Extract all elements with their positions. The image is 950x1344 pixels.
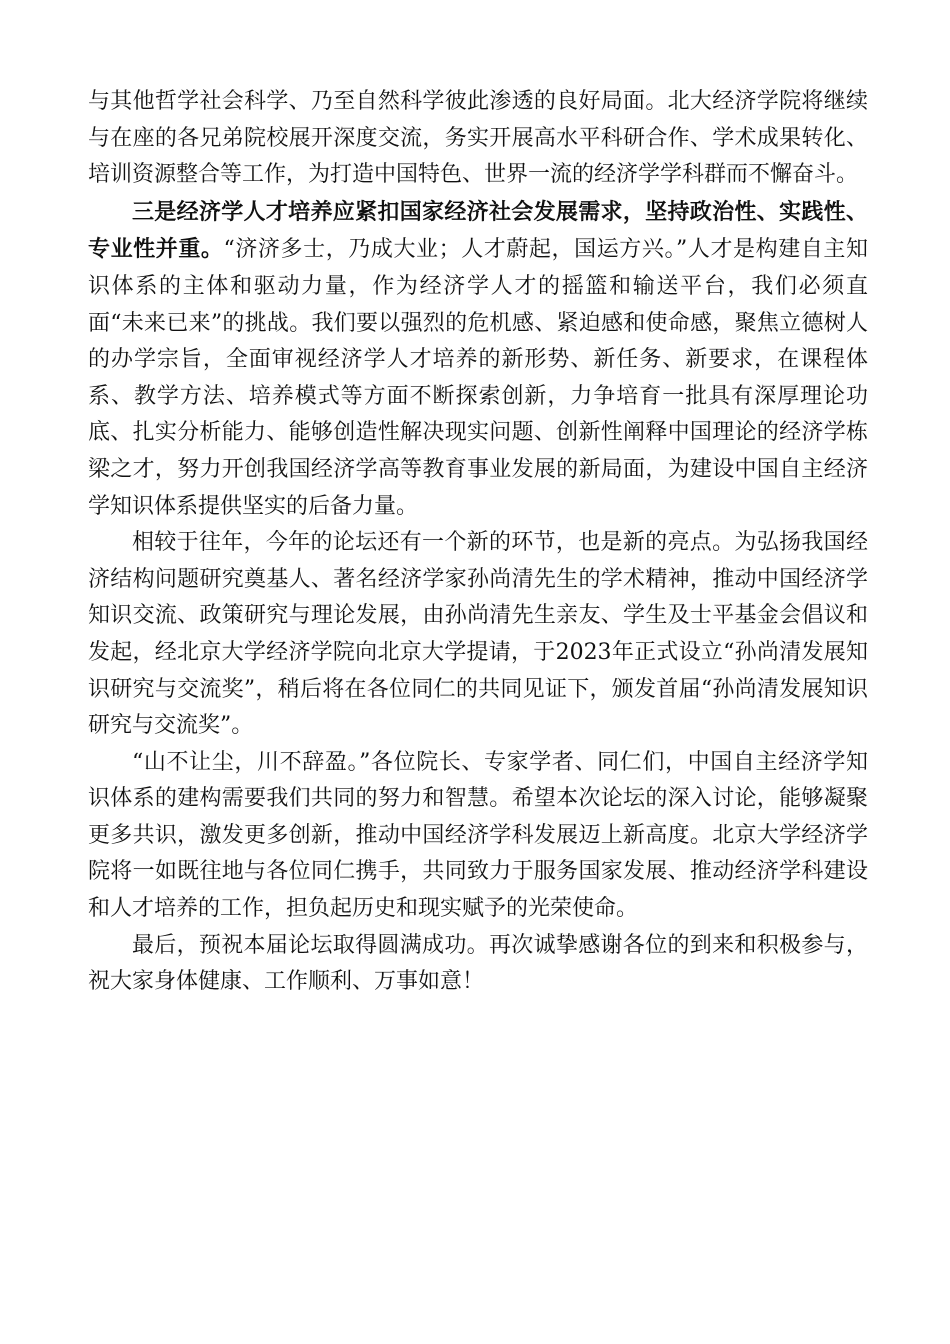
paragraph-1-text: 与其他哲学社会科学、乃至自然科学彼此渗透的良好局面。北大经济学院将继续与在座的各兄弟院校展开深度交流，务实开展高水平科研合作、学术成果转化、培训资源整合等工作，为打造中国特色、世界一流的经济学学科群而不懈奋斗。 [88, 89, 868, 188]
paragraph-1 [88, 84, 868, 194]
paragraph-3 [88, 525, 868, 745]
paragraph-3-text: 相较于往年，今年的论坛还有一个新的环节，也是新的亮点。为弘扬我国经济结构问题研究奠基人、著名经济学家孙尚清先生的学术精神，推动中国经济学知识交流、政策研究与理论发展，由孙尚清先生亲友、学生及士平基金会倡议和发起，经北京大学经济学院向北京大学提请，于2023年正式设立“孙尚清发展知识研究与交流奖”，稍后将在各位同仁的共同见证下，颁发首届“孙尚清发展知识研究与交流奖”。 [88, 530, 868, 739]
paragraph-4-text: “山不让尘，川不辞盈。”各位院长、专家学者、同仁们，中国自主经济学知识体系的建构需要我们共同的努力和智慧。希望本次论坛的深入讨论，能够凝聚更多共识，激发更多创新，推动中国经济学科发展迈上新高度。北京大学经济学院将一如既往地与各位同仁携手，共同致力于服务国家发展、推动经济学科建设和人才培养的工作，担负起历史和现实赋予的光荣使命。 [88, 749, 868, 922]
paragraph-2-bold-lead: 三是经济学人才培养应紧扣国家经济社会发展需求，坚持政治性、实践性、专业性并重。 [88, 198, 868, 263]
paragraph-2 [88, 194, 868, 525]
paragraph-2-text: “济济多士，乃成大业；人才蔚起，国运方兴。”人才是构建自主知识体系的主体和驱动力量，作为经济学人才的摇篮和输送平台，我们必须直面“未来已来”的挑战。我们要以强烈的危机感、紧迫感和使命感，聚焦立德树人的办学宗旨，全面审视经济学人才培养的新形势、新任务、新要求，在课程体系、教学方法、培养模式等方面不断探索创新，力争培育一批具有深厚理论功底、扎实分析能力、能够创造性解决现实问题、创新性阐释中国理论的经济学栋梁之才，努力开创我国经济学高等教育事业发展的新局面，为建设中国自主经济学知识体系提供坚实的后备力量。 [88, 237, 868, 519]
document-body [88, 84, 868, 1001]
paragraph-4 [88, 745, 868, 928]
paragraph-5 [88, 928, 868, 1001]
paragraph-5-text: 最后，预祝本届论坛取得圆满成功。再次诚挚感谢各位的到来和积极参与，祝大家身体健康、工作顺利、万事如意！ [88, 932, 868, 995]
